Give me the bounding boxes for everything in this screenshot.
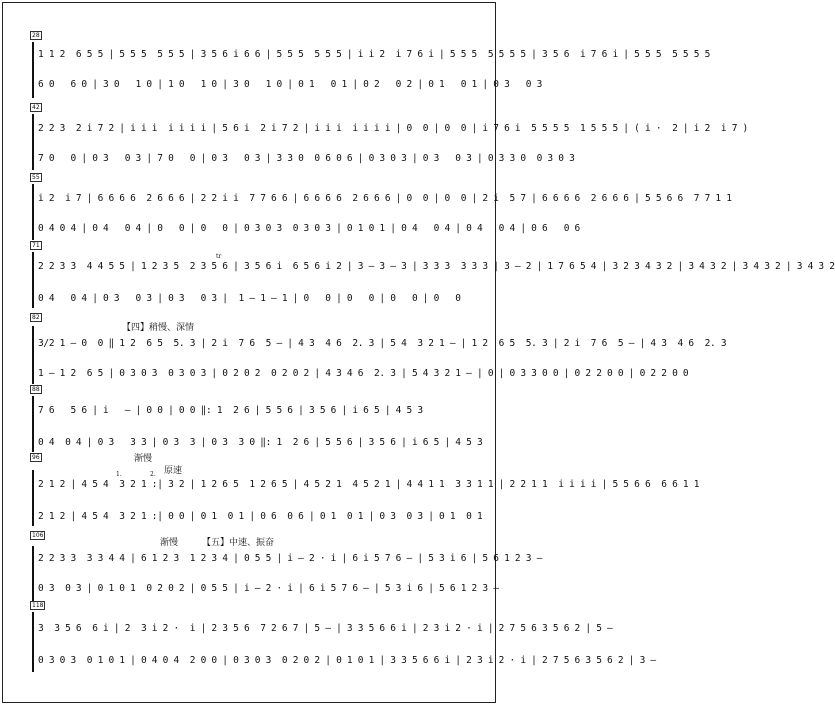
lower-staff: 7 0 0 | 0 3 0 3 | 7 0 0 | 0 3 0 3 | 3 3 0 0 6 0 6 | 0 3 0 3 | 0 3 0 3 | 0 3 3 0 0 3 0 3 — [38, 153, 575, 164]
system-bracket — [32, 470, 37, 526]
tempo-marking: 渐慢 — [134, 454, 153, 464]
lower-staff: 2 1 2 | 4 5 4 3 2 1 :| 0 0 | 0 1 0 1 | 0 6 0 6 | 0 1 0 1 | 0 3 0 3 | 0 1 0 1 — [38, 511, 483, 522]
lower-staff: 0 4 0 4 | 0 3 0 3 | 0 3 0 3 | 1 – 1 – 1 | 0 0 | 0 0 | 0 0 | 0 0 — [38, 293, 461, 304]
system-bracket — [32, 612, 37, 672]
system-bracket — [32, 114, 37, 170]
system-bracket — [32, 326, 37, 384]
lower-staff: 0 3 0 3 0 1 0 1 | 0 4 0 4 2 0 0 | 0 3 0 3 0 2 0 2 | 0 1 0 1 | 3 3 5 6 6 i | 2 3 i 2 · i | 2 7 5 6 3 5 6 2 | 3 – — [38, 655, 656, 666]
upper-staff: 7 6 5 6 | i – | 0 0 | 0 0 ‖: 1 2 6 | 5 5 6 | 3 5 6 | i 6 5 | 4 5 3 — [38, 405, 423, 416]
system-bracket — [32, 546, 37, 602]
measure-number: 55 — [32, 174, 40, 181]
lower-staff: 0 4 0 4 | 0 3 3 3 | 0 3 3 | 0 3 3 0 ‖: 1 2 6 | 5 5 6 | 3 5 6 | i 6 5 | 4 5 3 — [38, 437, 483, 448]
measure-number: 106 — [32, 532, 44, 539]
upper-staff: 2 1 2 | 4 5 4 3 2 1 :| 3 2 | 1 2 6 5 1 2 6 5 | 4 5 2 1 4 5 2 1 | 4 4 1 1 3 3 1 1 | 2 2 1 1 i i i i | 5 5 6 6 6 6 1 1 — [38, 479, 700, 490]
section-heading: 【五】中速、振奋 — [202, 538, 275, 548]
measure-number: 88 — [32, 386, 40, 393]
upper-staff: 3/2 1 – 0 0 ‖ 1 2 6 5 5. 3 | 2 i 7 6 5 – | 4 3 4 6 2. 3 | 5 4 3 2 1 – | 1 2 6 5 5. 3 | 2 i 7 6 5 – | 4 3 4 6 2. 3 — [38, 338, 727, 349]
tempo-marking: 渐慢 — [160, 538, 179, 548]
lower-staff: 6 0 6 0 | 3 0 1 0 | 1 0 1 0 | 3 0 1 0 | 0 1 0 1 | 0 2 0 2 | 0 1 0 1 | 0 3 0 3 — [38, 79, 543, 90]
volta-2: 2. — [150, 471, 156, 478]
measure-number: 71 — [32, 242, 40, 249]
measure-number: 28 — [32, 32, 40, 39]
measure-number: 82 — [32, 314, 40, 321]
lower-staff: 0 3 0 3 | 0 1 0 1 0 2 0 2 | 0 5 5 | i – 2 · i | 6 i 5 7 6 – | 5 3 i 6 | 5 6 1 2 3 – — [38, 583, 499, 594]
upper-staff: i 2 i 7 | 6 6 6 6 2 6 6 6 | 2 2 i i 7 7 6 6 | 6 6 6 6 2 6 6 6 | 0 0 | 0 0 | 2 i 5 7 | 6 6 6 6 2 6 6 6 | 5 5 6 6 7 7 1 1 — [38, 193, 732, 204]
measure-number: 118 — [32, 602, 44, 609]
system-bracket — [32, 184, 37, 240]
upper-staff: 1 1 2 6 5 5 | 5 5 5 5 5 5 | 3 5 6 i 6 6 | 5 5 5 5 5 5 | i i 2 i 7 6 i | 5 5 5 5 5 5 5 | 3 5 6 i 7 6 i | 5 5 5 5 5 5 5 — [38, 49, 711, 60]
system-bracket — [32, 42, 37, 98]
volta-1: 1. — [116, 471, 122, 478]
system-bracket — [32, 252, 37, 308]
lower-staff: 0 4 0 4 | 0 4 0 4 | 0 0 | 0 0 | 0 3 0 3 0 3 0 3 | 0 1 0 1 | 0 4 0 4 | 0 4 0 4 | 0 6 0 6 — [38, 223, 580, 234]
upper-staff: 2 2 3 3 3 3 4 4 | 6 1 2 3 1 2 3 4 | 0 5 5 | i – 2 · i | 6 i 5 7 6 – | 5 3 i 6 | 5 6 1 2 3 – — [38, 553, 543, 564]
lower-staff: 1 – 1 2 6 5 | 0 3 0 3 0 3 0 3 | 0 2 0 2 0 2 0 2 | 4 3 4 6 2. 3 | 5 4 3 2 1 – | 0 | 0 3 3 0 0 | 0 2 2 0 0 | 0 2 2 0 0 — [38, 368, 689, 379]
upper-staff: 3 3 5 6 6 i | 2 3 i 2 · i | 2 3 5 6 7 2 6 7 | 5 – | 3 3 5 6 6 i | 2 3 i 2 · i | 2 7 5 6 3 5 6 2 | 5 – — [38, 623, 613, 634]
upper-staff: 2 2 3 3 4 4 5 5 | 1 2 3 5 2 3 5 6 | 3 5 6 i 6 5 6 i 2 | 3 – 3 – 3 | 3 3 3 3 3 3 | 3 – 2 | 1 7 6 5 4 | 3 2 3 4 3 2 | 3 4 3 2 | 3 4 3 2 | 3 4 3 2 — [38, 261, 835, 272]
page-border — [2, 2, 835, 703]
trill-mark: tr — [216, 253, 222, 260]
system-bracket — [32, 396, 37, 452]
measure-number: 96 — [32, 454, 40, 461]
section-heading: 【四】稍慢、深情 — [122, 323, 195, 333]
measure-number: 42 — [32, 104, 40, 111]
tempo-marking: 原速 — [164, 466, 183, 476]
upper-staff: 2 2 3 2 i 7 2 | i i i i i i i | 5 6 i 2 i 7 2 | i i i i i i i | 0 0 | 0 0 | i 7 6 i 5 5 5 5 1 5 5 5 | ( i · 2 | i 2 i 7 ) — [38, 123, 748, 134]
